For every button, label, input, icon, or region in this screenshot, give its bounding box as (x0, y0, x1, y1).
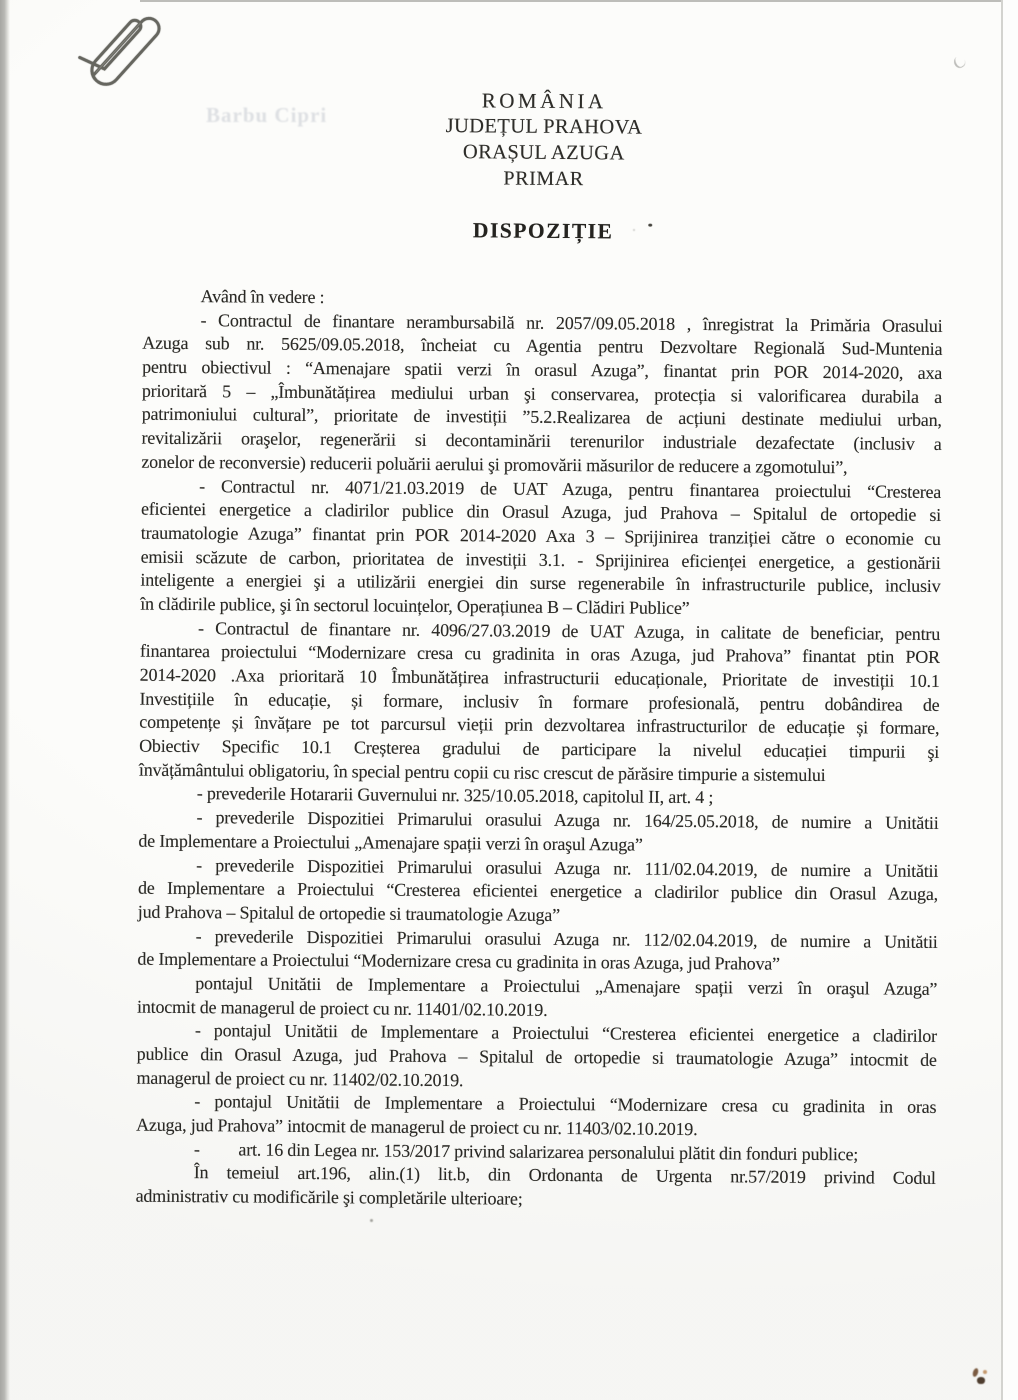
document-line: de Implementare a Proiectului “Modernizare cresa cu gradinita in oras Azuga, jud Prahova” (137, 948, 780, 974)
document-line: zonelor de reconversie) reducerii poluării aerului şi promovării măsurilor de reducere a zgomotului”, (141, 451, 848, 478)
document-line: pentru obiectivul : “Amenajare spatii verzi în orasul Azuga”, finantat prin POR 2014-2020, axa (142, 356, 943, 384)
paragraph (139, 616, 940, 788)
paragraph (138, 806, 938, 860)
scan-speck (633, 229, 635, 231)
document-line: - pontajul Unitătii de Implementare a Proiectului “Cresterea eficientei energetice a cladirilor (194, 1020, 937, 1047)
header-country: ROMÂNIA (481, 88, 607, 114)
document-line: - prevederile Dispozitiei Primarului orasului Azuga nr. 112/02.04.2019, de numire a Unitătii (195, 925, 938, 952)
ink-smudge (968, 1364, 996, 1390)
document-line: În temeiul art.196, alin.(1) lit.b, din Ordonanta de Urgenta nr.57/2019 privind Codul (193, 1162, 936, 1189)
document-line: în clădirile publice, şi în sectorul locuințelor, Operațiunea B – Clădiri Publice” (140, 593, 690, 618)
document-line: - prevederile Dispozitiei Primarului orasului Azuga nr. 164/25.05.2018, de numire a Unitătii (196, 807, 939, 834)
document-line: învățământului obligatoriu, în special pentru copii cu risc crescut de părăsire timpurie a sistemului (138, 759, 826, 785)
document-line: Azuga, jud Prahova” intocmit de managerul de proiect cu nr. 11403/02.10.2019. (136, 1114, 698, 1140)
document-line: intocmit de managerul de proiect cu nr. 11401/02.10.2019. (137, 996, 548, 1020)
document-line: eficientei energetice a cladirilor publice din Orasul Azuga, jud Prahova – Spitalul de ortopedie si (140, 498, 942, 526)
document-line: Azuga sub nr. 5625/09.05.2018, încheiat cu Agentia pentru Dezvoltare Regională Sud-Muntenia (142, 333, 943, 360)
document-line: jud Prahova – Spitalul de ortopedie si traumatologie Azuga” (137, 901, 561, 925)
print-through-text: Barbu Cipri (206, 103, 328, 127)
document-line: administrativ cu modificările şi completările ulterioare; (135, 1185, 523, 1209)
document-line: - prevederile Dispozitiei Primarului orasului Azuga nr. 111/02.04.2019, de numire a Unitătii (196, 854, 939, 881)
document-line: revitalizării oraşelor, regenerării si decontaminării terenurilor industriale dezafectate (inclusiv a (141, 427, 942, 455)
scan-speck (370, 1219, 373, 1222)
document-line: 2014-2020 .Axa prioritară 10 Îmbunătățirea infrastructurii educaționale, Prioritate de investiții 10.1 (139, 664, 940, 691)
document-line: - art. 16 din Legea nr. 153/2017 privind salarizarea personalului plătit din fonduri publice; (193, 1138, 859, 1165)
document-line: inteligente a energiei şi a utilizării energiei din surse regenerabile în infrastructurile publice, inclusiv (140, 569, 941, 597)
document-line: prioritară 5 – „Îmbunătățirea mediului urban şi conservarea, protecția si valorificarea durabila a (141, 380, 942, 407)
document-line: - Contractul nr. 4071/21.03.2019 de UAT Azuga, pentru finantarea proiectului “Cresterea (199, 475, 942, 502)
paragraph (140, 474, 941, 622)
document-line: de Implementare a Proiectului “Cresterea eficientei energetice a cladirilor publice din Orasul Azuga, (137, 877, 939, 905)
document-line: emisii scăzute de carbon, prioritatea de investiții 3.1. - Sprijinirea eficienței energetice, a gestionării (140, 546, 941, 573)
document-line: traumatologie Azuga” finantat prin POR 2014-2020 Axa 3 – Sprijinirea tranziției către o economie cu (140, 522, 941, 549)
document-title: DISPOZIȚIE (472, 218, 614, 244)
document-line: Investițiile în educație, și formare, inclusiv în formare profesională, pentru dobândirea de (139, 688, 940, 715)
document-line: de Implementare a Proiectului „Amenajare spații verzi în oraşul Azuga” (138, 830, 643, 855)
paragraph (136, 1090, 936, 1144)
document-line: patrimoniului cultural”, prioritate de investiții ”5.2.Realizarea de acțiuni destinate mediului urban, (141, 404, 942, 431)
document-line: managerul de proiect cu nr. 11402/02.10.2019. (136, 1067, 464, 1090)
document-line: pontajul Unitătii de Implementare a Proiectului „Amenajare spații verzi în oraşul Azuga” (195, 973, 938, 999)
document-line: - pontajul Unitătii de Implementare a Proiectului “Modernizare cresa cu gradinita in oras (194, 1091, 937, 1118)
header-city: ORAȘUL AZUGA (462, 141, 625, 165)
paragraph (137, 972, 937, 1026)
ink-dot (648, 224, 652, 227)
document-line: competențe și învățare pe tot parcursul vieții prin dezvoltarea infrastructurilor de educație și formare, (139, 712, 940, 739)
document-line: - Contractul de finantare nerambursabilă nr. 2057/09.05.2018 , înregistrat la Primăria Orasului (200, 309, 943, 336)
document-line: publice din Orasul Azuga, jud Prahova – Spitalul de ortopedie si traumatologie Azuga” intocmit de (136, 1043, 937, 1070)
paragraph (138, 853, 939, 930)
header-county: JUDEȚUL PRAHOVA (445, 115, 643, 139)
paragraph (141, 308, 942, 480)
header-issuer: PRIMAR (503, 167, 584, 191)
document-line: Obiectiv Specific 10.1 Creșterea gradului de participare la nivelul educației timpurii şi (139, 735, 940, 762)
document-body (136, 285, 943, 1215)
document-line: - Contractul de finantare nr. 4096/27.03.2019 de UAT Azuga, in calitate de beneficiar, pentru (197, 617, 941, 644)
paragraph (136, 1019, 937, 1096)
paragraph (137, 924, 937, 978)
document-line: - prevederile Hotararii Guvernului nr. 325/10.05.2018, capitolul II, art. 4 ; (196, 783, 714, 808)
document-line: Având în vedere : (200, 286, 325, 308)
paragraph (136, 1161, 936, 1215)
document-header (344, 86, 745, 193)
document-line: finantarea proiectului “Modernizare cresa cu gradinita in oras Azuga, jud Prahova” finantat ptin POR (139, 640, 940, 668)
